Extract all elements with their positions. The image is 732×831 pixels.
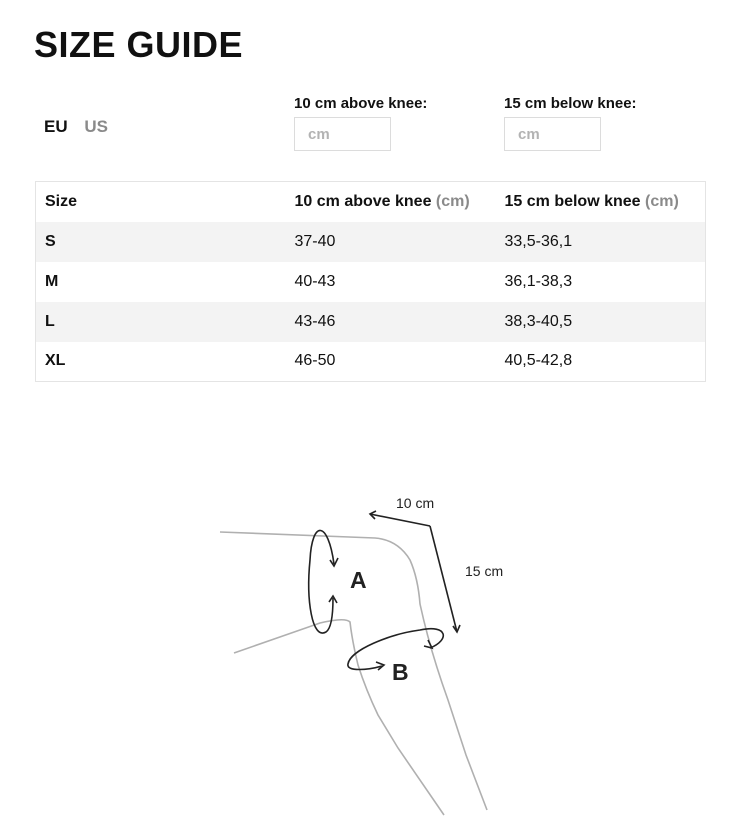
size-table xyxy=(35,181,706,382)
below-knee-measure xyxy=(504,95,637,151)
above-cell: 40-43 xyxy=(294,272,336,290)
above-distance-label: 10 cm xyxy=(396,495,435,511)
below-cell: 33,5-36,1 xyxy=(496,222,706,262)
header-above-unit: (cm) xyxy=(435,192,470,210)
header-above-label: 10 cm above knee xyxy=(294,192,432,210)
table-row xyxy=(36,342,706,382)
knee-measurement-diagram xyxy=(210,490,530,820)
below-cell: 36,1-38,3 xyxy=(504,272,573,290)
above-knee-input[interactable] xyxy=(294,117,391,151)
below-cell: 38,3-40,5 xyxy=(496,302,706,342)
below-distance-line xyxy=(430,526,457,632)
table-header-row xyxy=(36,182,706,222)
arrowhead-b-right xyxy=(424,640,432,648)
leg-back-outline xyxy=(234,620,444,815)
label-a: A xyxy=(350,567,367,593)
below-cell: 40,5-42,8 xyxy=(504,352,573,370)
unit-toggle xyxy=(44,117,120,137)
size-cell: L xyxy=(36,302,286,342)
above-cell: 37-40 xyxy=(286,222,496,262)
below-knee-label: 15 cm below knee: xyxy=(504,95,637,112)
header-below-label: 15 cm below knee xyxy=(504,192,641,210)
header-size: Size xyxy=(45,192,78,210)
below-knee-input[interactable] xyxy=(504,117,601,151)
circumference-a-loop xyxy=(309,530,334,633)
below-distance-label: 15 cm xyxy=(465,563,504,579)
table-row xyxy=(36,302,706,342)
label-b: B xyxy=(392,659,409,685)
size-cell: M xyxy=(45,272,59,290)
above-cell: 43-46 xyxy=(286,302,496,342)
table-row xyxy=(36,262,706,302)
header-below xyxy=(496,182,706,222)
measurement-arrows xyxy=(309,511,460,670)
unit-eu-option[interactable]: EU xyxy=(44,117,68,136)
size-cell: S xyxy=(36,222,286,262)
header-below-unit: (cm) xyxy=(645,192,679,210)
page-title: SIZE GUIDE xyxy=(34,24,244,65)
above-cell: 46-50 xyxy=(294,352,336,370)
size-cell: XL xyxy=(45,352,66,370)
header-above xyxy=(286,182,496,222)
above-knee-label: 10 cm above knee: xyxy=(294,95,428,112)
unit-us-option[interactable]: US xyxy=(84,117,108,136)
table-row xyxy=(36,222,706,262)
above-distance-line xyxy=(370,514,430,526)
above-knee-measure xyxy=(294,95,427,151)
